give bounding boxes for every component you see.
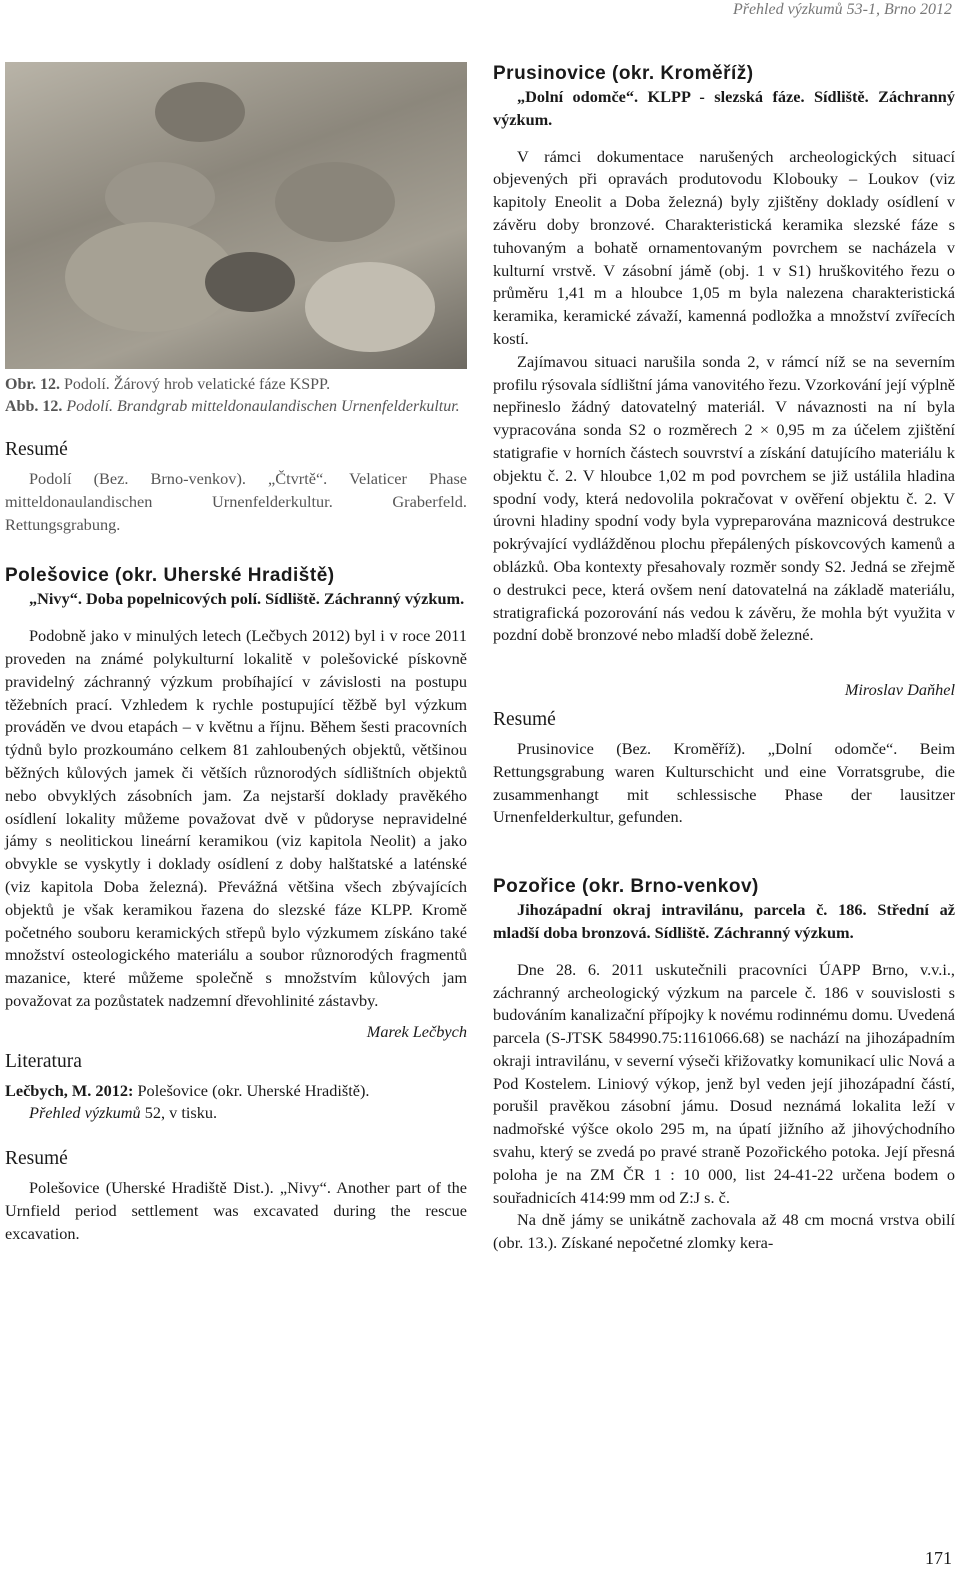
caption-label-cz: Obr. 12. — [5, 376, 60, 393]
lit-journal: Přehled výzkumů — [29, 1103, 141, 1123]
figure-caption — [5, 374, 467, 418]
caption-label-de: Abb. 12. — [5, 398, 63, 415]
excavation-photo — [5, 62, 467, 369]
running-head: Přehled výzkumů 53-1, Brno 2012 — [732, 1, 952, 18]
site-subheading: „Nivy“. Doba popelnicových polí. Sídliště. Záchranný výzkum. — [29, 589, 465, 609]
body-paragraph-pozorice-2: Na dně jámy se unikátně zachovala až 48 cm mocná vrstva obilí (obr. 13.). Získané nepočetné zlomky kera- — [493, 1210, 955, 1253]
site-heading-pozorice: Pozořice (okr. Brno-venkov) — [493, 876, 759, 898]
resume-text-2: Polešovice (Uherské Hradiště Dist.). „Nivy“. Another part of the Urnfield period settlement was excavated during the rescue excavation. — [5, 1178, 467, 1243]
site-heading-prusinovice: Prusinovice (okr. Kroměříž) — [493, 63, 754, 84]
page-number: 171 — [925, 1548, 952, 1568]
literature-heading: Literatura — [5, 1050, 82, 1072]
site-subheading-pozorice: Jihozápadní okraj intravilánu, parcela č. 186. Střední až mladší doba bronzová. Sídliště. Záchranný výzkum. — [493, 900, 955, 942]
left-column — [5, 62, 467, 1246]
site-heading: Polešovice (okr. Uherské Hradiště) — [5, 565, 335, 587]
resume-heading-prusinovice: Resumé — [493, 708, 556, 730]
resume-heading-2: Resumé — [5, 1148, 68, 1170]
right-column — [493, 62, 955, 1255]
caption-text-de: Podolí. Brandgrab mitteldonaulandischen Urnenfelderkultur. — [62, 398, 460, 415]
body-paragraph-prusinovice-2: Zajímavou situaci narušila sonda 2, v rámcí níž se na severním profilu rýsovala sídlištní jáma vanovitého řezu. Vzorkování její výplně nepřineslo žádný datovatelný materiál. V návaznosti na ní byla vypracována sonda S2 o rozměrech 2 × 0,95 m za účelem zjištění statigrafie v horních částech souvrství a získání datujícího materiálu k objektu č. 2. V hloubce 1,02 m pod povrchem se již ustálila hladina spodní vody, která nedovolila pokračovat v ověření objektu č. 2. V úrovni hladiny spodní vody byla vypreparována maznicová destrukce pokrývající vydlážděnou plochu přepálených pískovcových kamenů a oblázků. Oba kontexty přesahovaly rozměr sondy S2. Jedná se zřejmě o destrukci pece, která ovšem není datovatelná na základě materiálu, stratigrafická pozorování nás vedou k závěru, že mohla být využita v pozdní době bronzové nebo mladší době železné. — [493, 351, 955, 645]
resume-text-prusinovice: Prusinovice (Bez. Kroměříž). „Dolní odomče“. Beim Rettungsgrabung waren Kulturschicht und eine Vorratsgrube, die zusammenhangt mit schlessische Phase der lausitzer Urnenfelderkultur, gefunden. — [493, 738, 955, 827]
lit-rest: 52, v tisku. — [140, 1103, 218, 1123]
resume-heading: Resumé — [5, 439, 68, 460]
lit-author: Lečbych, M. 2012: — [5, 1080, 134, 1100]
literature-entry — [5, 1080, 467, 1126]
author-signature-prusinovice: Miroslav Daňhel — [844, 680, 955, 700]
resume-text: Podolí (Bez. Brno-venkov). „Čtvrtě“. Velaticer Phase mitteldonaulandischen Urnenfelderkultur. Graberfeld. Rettungsgrabung. — [5, 469, 467, 534]
body-paragraph-prusinovice-1: V rámci dokumentace narušených archeologických situací objevených při opravách produtovodu Klobouky – Loukov (viz kapitoly Eneolit a Doba železná) byly zjištěny doklady osídlení v závěru doby bronzové. Charakteristická keramika slezské fáze s tuhovaným a bohatě ornamentovaným povrchem se nacházela v kulturní vrstvě. V zásobní jámě (obj. 1 v S1) hruškovitého řezu o průměru 1,41 m a hloubce 1,05 m byla nalezena charakteristická keramika, keramické závaží, kamenná podložka a množství zvířecích kostí. — [493, 146, 955, 348]
body-paragraph-pozorice-1: Dne 28. 6. 2011 uskutečnili pracovníci ÚAPP Brno, v.v.i., záchranný archeologický výzkum na parcele č. 186 v souvislosti s budováním kanalizační přípojky k novému rodinnému domu. Uvedená parcela (S-JTSK 584990.75:1161066.68) se nachází na jihozápadním okraji intravilánu, v severní výseči křižovatky komunikací ulic Nová a Pod Kostelem. Liniový výkop, jenž byl veden její jihozápadní částí, porušil pravěkou zásobní jámu. Dosud neznámá lokalita leží v nadmořské výšce okolo 295 m, na úpatí jižního až jihovýchodního svahu, který se zvedá po pravé straně Pozořického potoka. Její přesná poloha je na ZM ČR 1 : 10 000, list 24-41-22 určena bodem o souřadnicích 414:99 mm od Z:J s. č. — [493, 959, 955, 1207]
site-subheading-prusinovice: „Dolní odomče“. KLPP - slezská fáze. Sídliště. Záchranný výzkum. — [493, 87, 955, 129]
body-paragraph: Podobně jako v minulých letech (Lečbych 2012) byl i v roce 2011 proveden na známé polykulturní lokalitě v polešovické pískovně pravidelný záchranný výzkum probíhající v závislosti na postupu těžebních prací. Vzhledem k rychle postupující těžbě byl výzkum prováděn ve dvou etapách – v květnu a říjnu. Během šesti pracovních týdnů bylo prozkoumáno celkem 81 zahloubených objektů, většinou běžných kůlových jamek či větších různorodých sídlištních objektů nebo obvyklých zásobních jam. Za nejstarší doklady pravěkého osídlení lokality můžeme považovat dvě v půdoryse nepravidelné jámy s neolitickou lineární keramikou (viz kapitola Neolit) a jako obvykle se vyskytly i doklady osídlení z doby halštatské a laténské (viz kapitola Doba železná). Převážná většina všech zbývajících objektů je však keramikou řazena do slezské fáze KLPP. Kromě početného souboru keramických střepů bylo výzkumem získáno také množství osteologického materiálu a soubor různorodých fragmentů mazanice, které můžeme společně s množstvím kůlových jam považovat za pozůstatek nadzemní dřevohlinité zástavby. — [5, 626, 467, 1010]
lit-title: Polešovice (okr. Uherské Hradiště). — [133, 1080, 370, 1100]
caption-text-cz: Podolí. Žárový hrob velatické fáze KSPP. — [59, 376, 331, 393]
author-signature: Marek Lečbych — [366, 1021, 467, 1041]
